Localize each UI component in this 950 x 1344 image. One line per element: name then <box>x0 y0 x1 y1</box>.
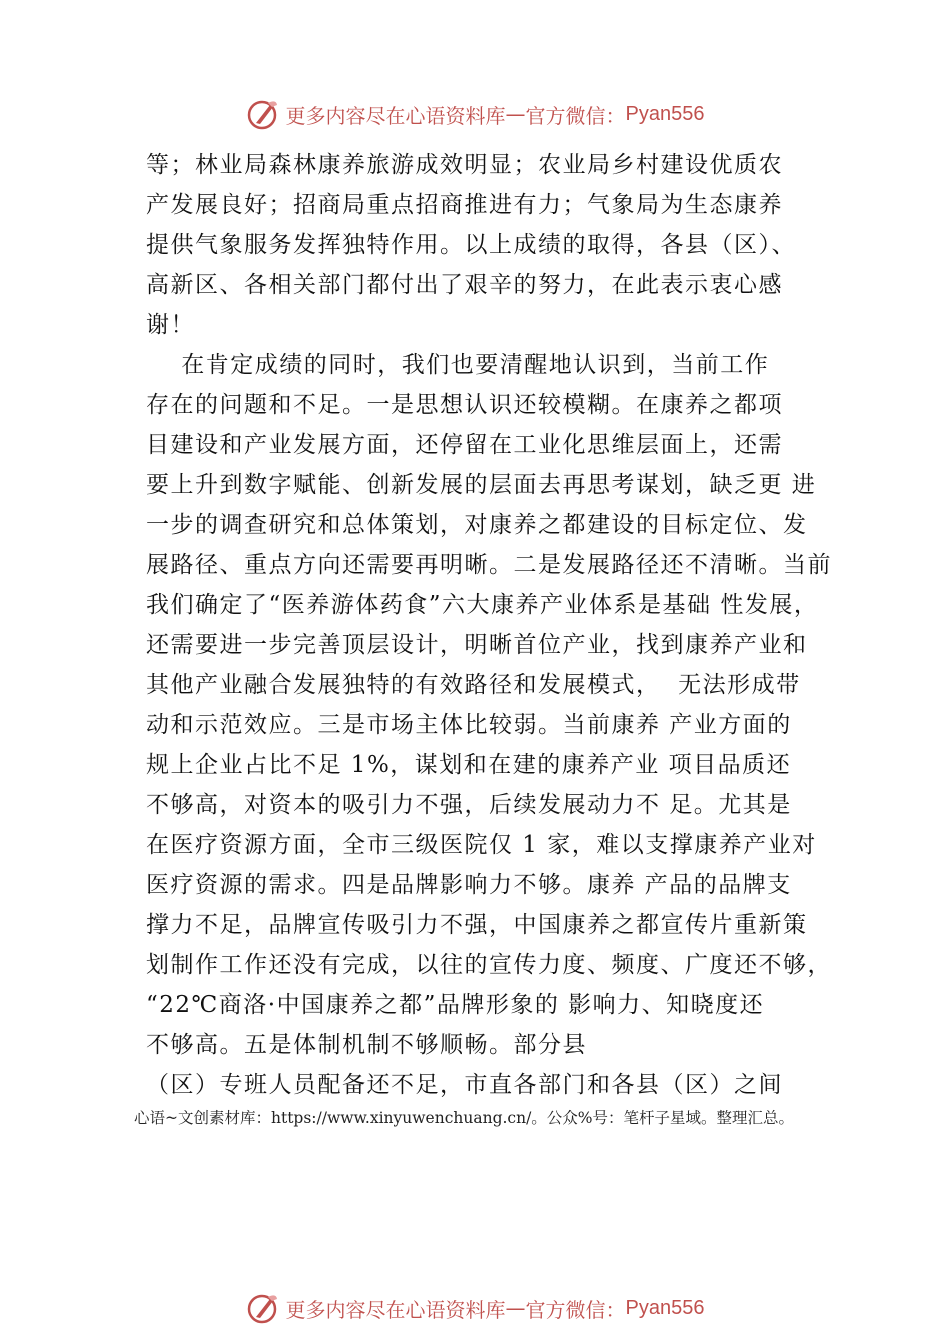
body-line: 不够高，对资本的吸引力不强，后续发展动力不 足。尤其是 <box>146 792 792 818</box>
library-text: 更多内容尽在心语资料库 <box>285 103 506 128</box>
body-line: 还需要进一步完善顶层设计，明晰首位产业，找到康养产业和 <box>146 632 808 658</box>
body-line: 医疗资源的需求。四是品牌影响力不够。康养 产品的品牌支 <box>146 872 792 898</box>
body-line: 谢！ <box>146 312 195 338</box>
wechat-id: Pyan556 <box>625 1296 705 1319</box>
body-line: 我们确定了“医养游体药食”六大康养产业体系是基础 性发展， <box>146 592 819 618</box>
wechat-label: 官方微信： <box>525 103 626 128</box>
body-line: “22℃商洛·中国康养之都”品牌形象的 影响力、知晓度还 <box>146 992 765 1018</box>
body-line: 在肯定成绩的同时，我们也要清醒地认识到，当前工作 <box>146 352 770 378</box>
body-line: 存在的问题和不足。一是思想认识还较模糊。在康养之都项 <box>146 392 783 418</box>
body-line: 展路径、重点方向还需要再明晰。二是发展路径还不清晰。当前 <box>146 552 832 578</box>
body-line: （区）专班人员配备还不足，市直各部门和各县（区）之间 <box>146 1072 783 1098</box>
library-text: 更多内容尽在心语资料库 <box>285 1297 506 1322</box>
body-line: 提供气象服务发挥独特作用。以上成绩的取得，各县（区）、 <box>146 232 796 258</box>
body-line: 高新区、各相关部门都付出了艰辛的努力，在此表示衷心感 <box>146 272 783 298</box>
body-line: 其他产业融合发展独特的有效路径和发展模式， 无法形成带 <box>146 672 801 698</box>
dash: — <box>505 102 526 126</box>
body-line: 目建设和产业发展方面，还停留在工业化思维层面上，还需 <box>146 432 783 458</box>
body-line: 在医疗资源方面，全市三级医院仅 1 家，难以支撑康养产业对 <box>146 832 817 858</box>
body-line: 一步的调查研究和总体策划，对康养之都建设的目标定位、发 <box>146 512 808 538</box>
wechat-id: Pyan556 <box>625 102 705 125</box>
dash: — <box>505 1296 526 1320</box>
body-line: 撑力不足，品牌宣传吸引力不强，中国康养之都宣传片重新策 <box>146 912 808 938</box>
quill-logo-icon <box>246 1291 280 1325</box>
footer-banner <box>0 1290 950 1326</box>
wechat-label: 官方微信： <box>525 1297 626 1322</box>
body-line: 不够高。五是体制机制不够顺畅。部分县 <box>146 1032 587 1058</box>
body-line: 规上企业占比不足 1%，谋划和在建的康养产业 项目品质还 <box>146 752 792 778</box>
quill-logo-icon <box>246 97 280 131</box>
body-line: 划制作工作还没有完成，以往的宣传力度、频度、广度还不够， <box>146 952 832 978</box>
footer-note: 心语~文创素材库：https://www.xinyuwenchuang.cn/。公众%号：笔杆子星域。整理汇总。 <box>134 1109 795 1127</box>
body-line: 动和示范效应。三是市场主体比较弱。当前康养 产业方面的 <box>146 712 792 738</box>
body-line: 要上升到数字赋能、创新发展的层面去再思考谋划，缺乏更 进 <box>146 472 817 498</box>
body-line: 等；林业局森林康养旅游成效明显；农业局乡村建设优质农 <box>146 152 783 178</box>
header-banner <box>0 96 950 132</box>
body-line: 产发展良好；招商局重点招商推进有力；气象局为生态康养 <box>146 192 783 218</box>
